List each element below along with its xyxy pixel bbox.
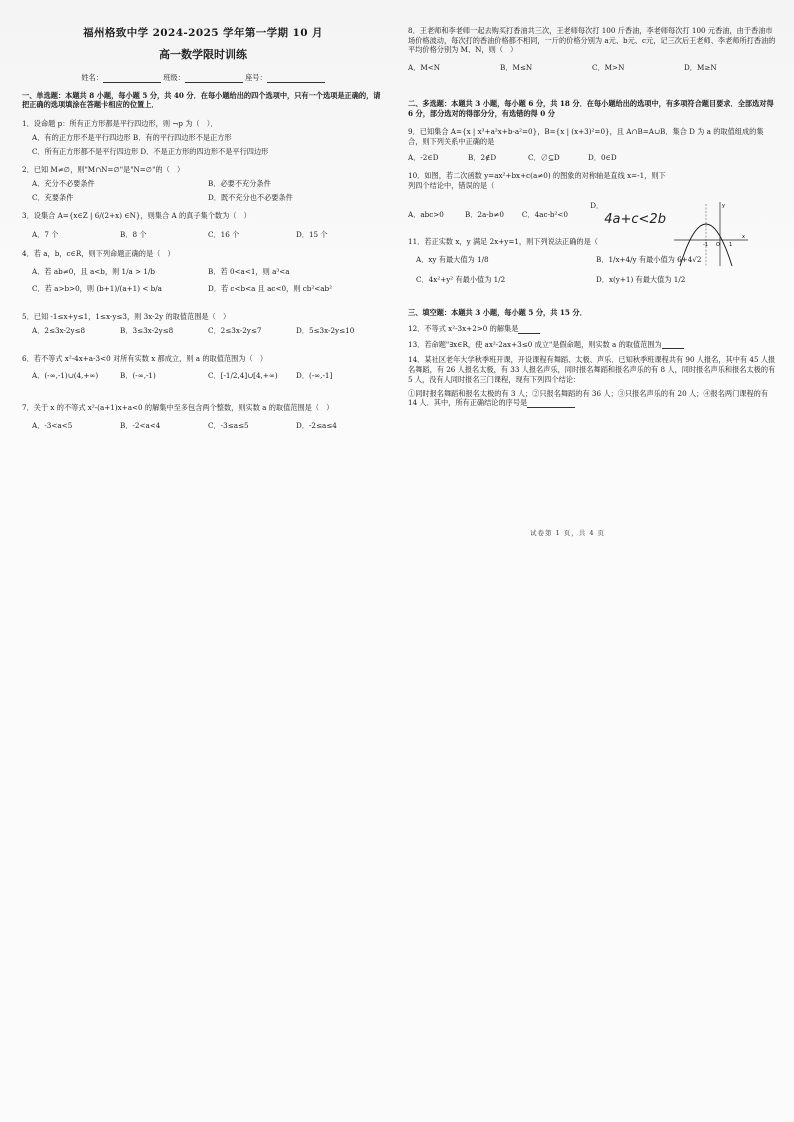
question-stem: 13．若命题"∃x∈R，使 ax²-2ax+3≤0 成立"是假命题，则实数 a 的取值范围为 bbox=[408, 339, 662, 349]
option-c: C．∅⊆D bbox=[528, 152, 560, 162]
question-13 bbox=[408, 340, 776, 350]
question-stem: 12．不等式 x²-3x+2>0 的解集是 bbox=[408, 324, 519, 334]
question-conclusions: ①同时报名舞蹈和报名太极的有 3 人；②只报名舞蹈的有 36 人；③只报名声乐的有 20 人；④报名两门课程的有 14 人．其中，所有正确结论的序号是 bbox=[408, 388, 769, 408]
question-10 bbox=[408, 171, 670, 228]
student-info-line bbox=[22, 73, 384, 83]
y-axis-label: y bbox=[722, 203, 725, 209]
option-a: A．7 个 bbox=[32, 230, 59, 240]
question-stem: 3．设集合 A={x∈Z | 6/(2+x) ∈N}，则集合 A 的真子集个数为（ ） bbox=[22, 211, 251, 221]
option-c: C．16 个 bbox=[208, 230, 240, 240]
option-d: D．x(y+1) 有最大值为 1/2 bbox=[596, 274, 686, 284]
option-a: A．(-∞,-1)∪(4,+∞) bbox=[32, 371, 99, 381]
exam-title: 福州格致中学 2024-2025 学年第一学期 10 月 bbox=[83, 27, 323, 39]
option-c: C．2≤3x-2y≤7 bbox=[208, 325, 262, 335]
option-b: B．M≤N bbox=[500, 63, 533, 73]
question-stem: 14．某社区老年大学秋季班开课，开设课程有舞蹈、太极、声乐．已知秋季班课程共有 90 人报名，其中有 45 人报名舞蹈，有 26 人报名太极，有 33 人报名声乐，同时报名舞蹈和报名声乐的有 8 人，同时报名声乐和报名太极的有 5 人，没有人同时报名三门课程，现有下列四个结论： bbox=[408, 355, 776, 384]
option-a: A．充分不必要条件 bbox=[32, 179, 95, 189]
option-a: A．abc>0 bbox=[408, 209, 444, 219]
question-stem: 1．设命题 p：所有正方形都是平行四边形，则 ¬p 为（ ）． bbox=[22, 119, 218, 129]
option-c: C．[-1/2,4]∪[4,+∞) bbox=[208, 371, 278, 381]
answer-blank[interactable] bbox=[527, 400, 575, 408]
option-d: D．15 个 bbox=[296, 230, 328, 240]
option-b: B．2∉D bbox=[468, 152, 497, 162]
option-b: B．1/x+4/y 有最小值为 6+4√2 bbox=[596, 254, 702, 264]
question-9 bbox=[408, 127, 776, 162]
option-row: A．有的正方形不是平行四边形 B．有的平行四边形不是正方形 bbox=[32, 132, 232, 142]
question-12 bbox=[408, 324, 776, 334]
seat-label: 座号： bbox=[245, 73, 267, 83]
tick-label-neg1: -1 bbox=[703, 242, 708, 248]
class-field[interactable] bbox=[185, 74, 243, 83]
x-axis-label: x bbox=[742, 234, 745, 240]
option-b: B．-2<a<4 bbox=[120, 420, 161, 430]
option-b: B．必要不充分条件 bbox=[208, 179, 271, 189]
option-c: C．充要条件 bbox=[32, 192, 74, 202]
page-footer: 试卷第 1 页，共 4 页 bbox=[530, 529, 606, 537]
option-a: A．M<N bbox=[408, 63, 441, 73]
option-b: B．2a-b≠0 bbox=[464, 209, 504, 219]
option-c: C．若 a>b>0，则 (b+1)/(a+1) < b/a bbox=[32, 284, 162, 294]
option-row: C．所有正方形都不是平行四边形 D．不是正方形的四边形不是平行四边形 bbox=[32, 146, 269, 156]
question-1 bbox=[22, 119, 384, 156]
question-stem: 4．若 a，b，c∈R，则下列命题正确的是（ ） bbox=[22, 248, 175, 258]
option-b: B．3≤3x-2y≤8 bbox=[120, 325, 174, 335]
question-stem: 9．已知集合 A={x | x³+a²x+b-a²=0}，B={x | (x+3)²=0}，且 A∩B=A∪B．集合 D 为 a 的取值组成的集合，则下列关系中正确的是 bbox=[408, 127, 764, 147]
exam-subtitle: 高一数学限时训练 bbox=[159, 48, 247, 62]
option-a: A．-3<a<5 bbox=[32, 420, 73, 430]
question-stem: 2．已知 M≠∅，则"M∩N=∅"是"N=∅"的（ ） bbox=[22, 165, 185, 175]
tick-label-1: 1 bbox=[729, 242, 733, 248]
question-stem: 8．王老师和李老师一起去购买打香油共三次，王老师每次打 100 斤香油，李老师每次打 100 元香油，由于香油市场价格波动，每次打的香油价格都不相同，一斤的价格分别为 a元、b元、c元，记三次后王老师、李老师所打香油的平均价格分别为 M、N，则（ ） bbox=[408, 26, 776, 55]
question-2 bbox=[22, 165, 384, 202]
option-a: A．若 ab≠0，且 a<b，则 1/a > 1/b bbox=[32, 266, 156, 276]
option-d: D．(-∞,-1] bbox=[296, 371, 333, 381]
name-field[interactable] bbox=[103, 74, 161, 83]
parabola-figure bbox=[672, 200, 750, 268]
option-d: D．5≤3x-2y≤10 bbox=[296, 325, 355, 335]
option-b: B．(-∞,-1) bbox=[120, 371, 156, 381]
handwritten-note: 4a+c<2b bbox=[604, 211, 666, 227]
option-a: A．xy 有最大值为 1/8 bbox=[416, 254, 489, 264]
class-label: 班级： bbox=[163, 73, 185, 83]
question-5 bbox=[22, 312, 384, 335]
option-b: B．8 个 bbox=[120, 230, 147, 240]
option-b: B．若 0<a<1，则 a³<a bbox=[208, 266, 290, 276]
option-d: D．若 c<b<a 且 ac<0，则 cb²<ab² bbox=[208, 284, 332, 294]
option-c: C．-3≤a≤5 bbox=[208, 420, 249, 430]
question-4 bbox=[22, 249, 384, 294]
question-14 bbox=[408, 355, 776, 408]
question-stem: 7．关于 x 的不等式 x²-(a+1)x+a<0 的解集中至多包含两个整数，则实数 a 的取值范围是（ ） bbox=[22, 402, 334, 412]
option-c: C．4ac-b²<0 bbox=[521, 209, 568, 219]
section-fill-in: 三、填空题：本题共 3 小题，每小题 5 分，共 15 分． bbox=[408, 308, 587, 318]
section-multiple-choice: 二、多选题：本题共 3 小题，每小题 6 分，共 18 分．在每小题给出的选项中，有多项符合题目要求．全部选对得 6 分，部分选对的得部分分，有选错的得 0 分 bbox=[408, 98, 774, 118]
answer-blank[interactable] bbox=[518, 326, 540, 334]
option-d: D．0∈D bbox=[588, 152, 617, 162]
left-column bbox=[22, 14, 384, 430]
option-c: C．M>N bbox=[592, 63, 625, 73]
section-single-choice: 一、单选题：本题共 8 小题，每小题 5 分，共 40 分．在每小题给出的四个选项中，只有一个选项是正确的，请把正确的选项填涂在答题卡相应的位置上． bbox=[22, 90, 381, 110]
question-7 bbox=[22, 403, 384, 430]
option-d: D．-2≤a≤4 bbox=[296, 420, 337, 430]
option-d: D．既不充分也不必要条件 bbox=[208, 192, 293, 202]
answer-blank[interactable] bbox=[662, 341, 684, 349]
question-3 bbox=[22, 211, 384, 239]
seat-field[interactable] bbox=[267, 74, 325, 83]
option-a: A．2≤3x-2y≤8 bbox=[32, 325, 86, 335]
question-stem: 5．已知 -1≤x+y≤1，1≤x-y≤3，则 3x-2y 的取值范围是（ ） bbox=[22, 312, 231, 322]
origin-label: O bbox=[716, 242, 720, 248]
question-8 bbox=[408, 26, 776, 73]
option-d: D．4a+c<2b bbox=[590, 200, 666, 227]
option-d: D．M≥N bbox=[684, 63, 717, 73]
name-label: 姓名： bbox=[81, 73, 103, 83]
question-stem: 6．若不等式 x²-4x+a-3<0 对所有实数 x 都成立，则 a 的取值范围为（ ） bbox=[22, 353, 268, 363]
option-a: A．-2∈D bbox=[408, 152, 439, 162]
question-stem: 11．若正实数 x，y 满足 2x+y=1，则下列说法正确的是（ bbox=[408, 237, 598, 247]
option-c: C．4x²+y² 有最小值为 1/2 bbox=[416, 274, 506, 284]
question-stem: 10．如图，若二次函数 y=ax²+bx+c(a≠0) 的图象的对称轴是直线 x=-1，则下列四个结论中，错误的是（ bbox=[408, 171, 666, 191]
question-6 bbox=[22, 354, 384, 381]
